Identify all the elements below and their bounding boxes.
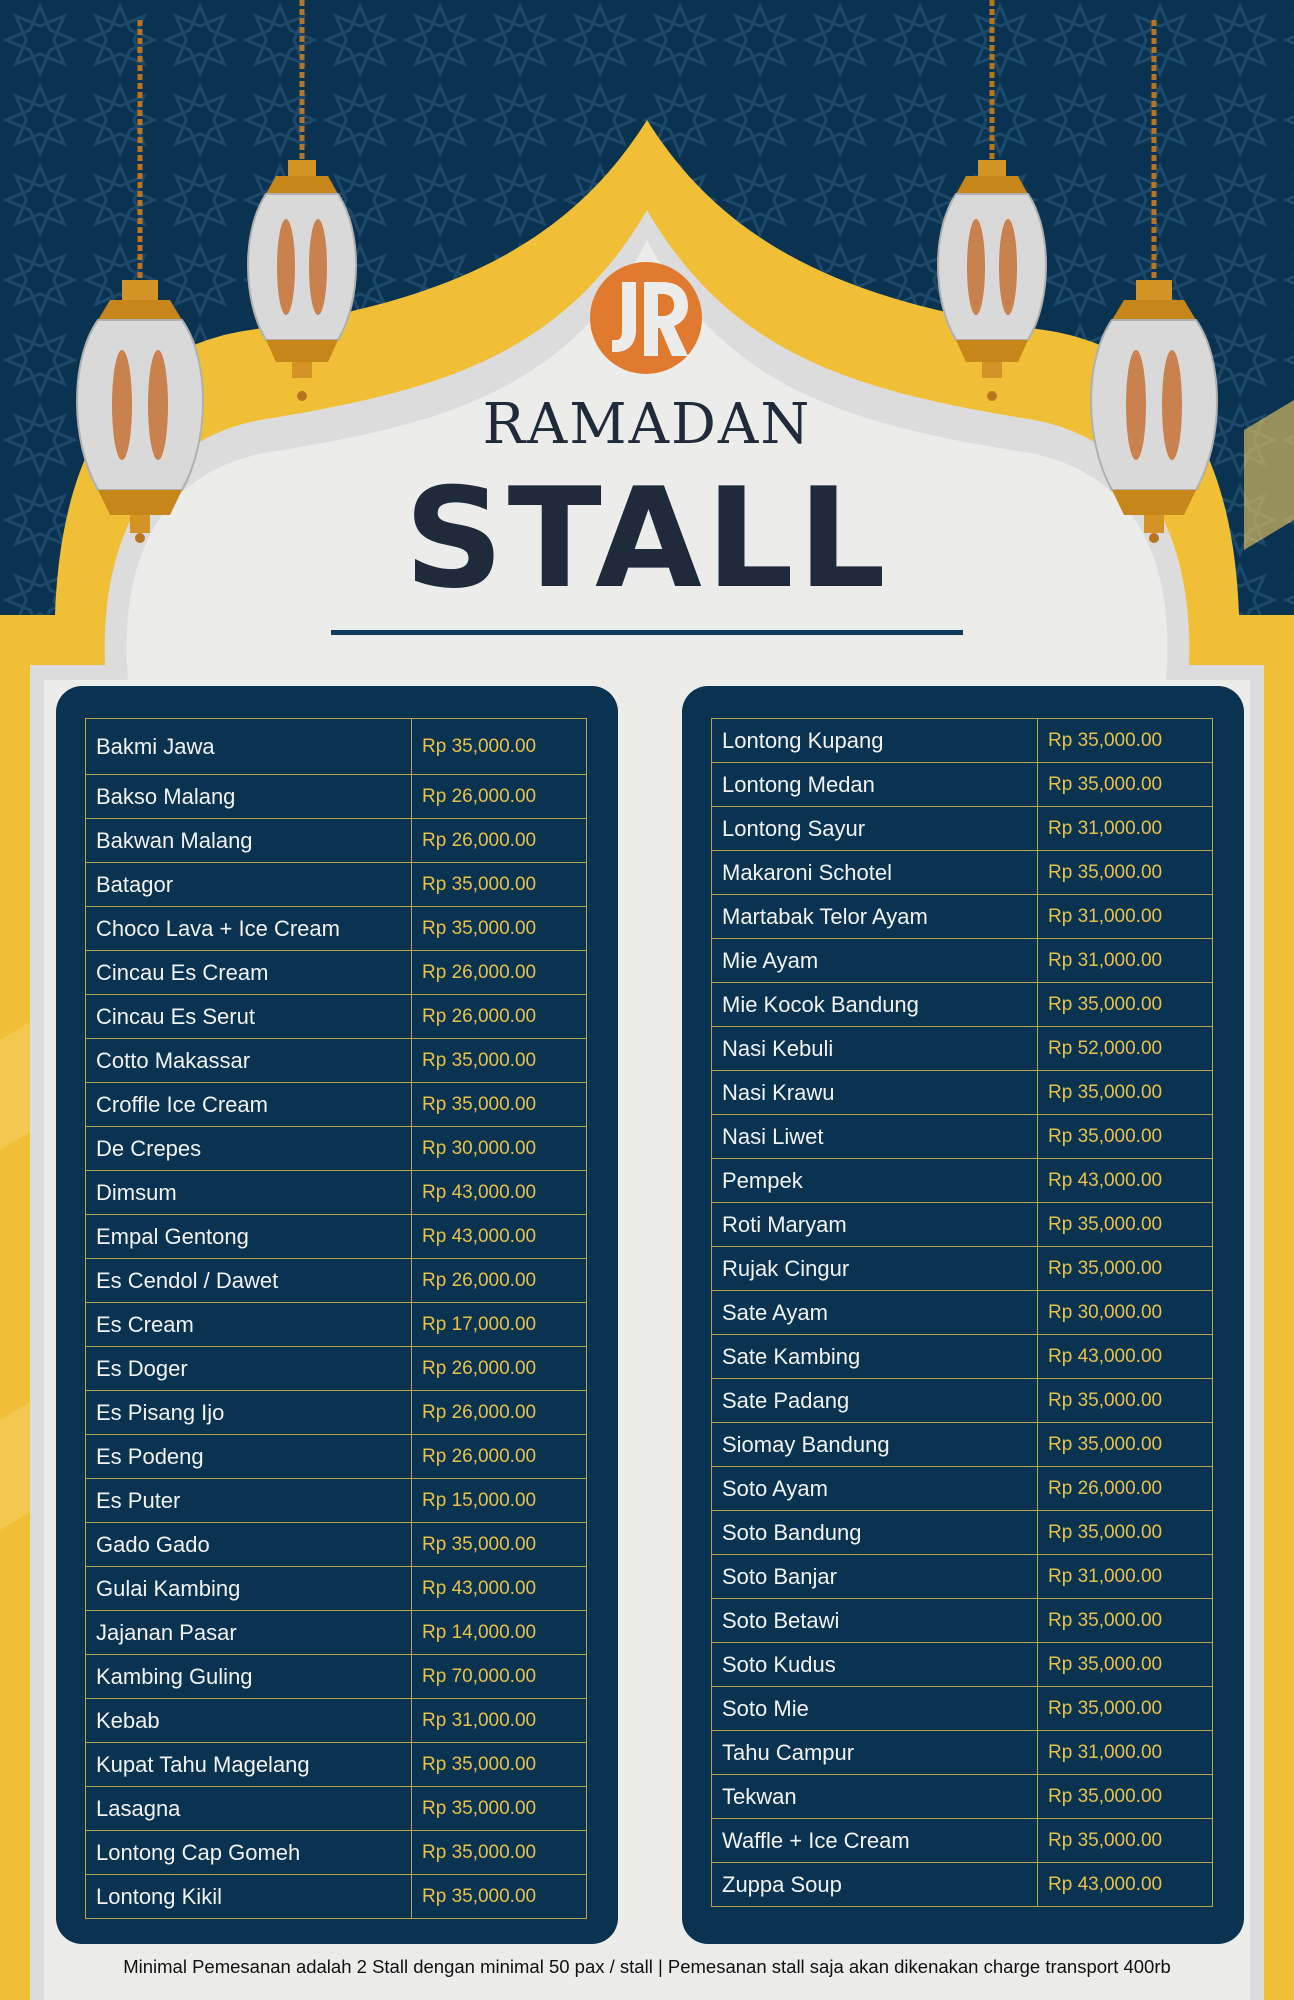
menu-item-price: Rp 35,000.00 [1038,1687,1213,1731]
menu-row [86,995,587,1039]
menu-row [86,907,587,951]
menu-item-name: Soto Bandung [712,1511,1038,1555]
menu-item-name: Kebab [86,1699,412,1743]
footer-note: Minimal Pemesanan adalah 2 Stall dengan minimal 50 pax / stall | Pemesanan stall saja akan dikenakan charge transport 400rb [123,1956,1171,1977]
title-divider [331,630,963,635]
menu-item-price: Rp 52,000.00 [1038,1027,1213,1071]
menu-item-price: Rp 31,000.00 [1038,807,1213,851]
menu-item-price: Rp 35,000.00 [1038,1203,1213,1247]
menu-item-price: Rp 35,000.00 [1038,983,1213,1027]
menu-row [86,1303,587,1347]
menu-item-price: Rp 26,000.00 [412,951,587,995]
menu-row [712,1687,1213,1731]
menu-item-name: Sate Ayam [712,1291,1038,1335]
menu-item-price: Rp 35,000.00 [1038,1115,1213,1159]
menu-item-price: Rp 30,000.00 [1038,1291,1213,1335]
menu-item-name: Rujak Cingur [712,1247,1038,1291]
menu-item-price: Rp 35,000.00 [412,719,587,775]
menu-item-name: Waffle + Ice Cream [712,1819,1038,1863]
menu-row [712,895,1213,939]
menu-row [86,1743,587,1787]
menu-item-price: Rp 43,000.00 [1038,1335,1213,1379]
menu-item-price: Rp 15,000.00 [412,1479,587,1523]
menu-row [712,1643,1213,1687]
menu-item-name: Bakso Malang [86,775,412,819]
menu-item-name: Roti Maryam [712,1203,1038,1247]
menu-item-name: Tekwan [712,1775,1038,1819]
menu-row [86,1831,587,1875]
menu-item-name: Lontong Sayur [712,807,1038,851]
menu-item-name: Siomay Bandung [712,1423,1038,1467]
menu-item-price: Rp 35,000.00 [1038,851,1213,895]
menu-item-name: Sate Kambing [712,1335,1038,1379]
menu-row [86,1391,587,1435]
menu-item-price: Rp 26,000.00 [412,995,587,1039]
menu-item-price: Rp 70,000.00 [412,1655,587,1699]
menu-row [712,1291,1213,1335]
menu-item-name: Empal Gentong [86,1215,412,1259]
menu-item-price: Rp 26,000.00 [412,819,587,863]
menu-row [712,1423,1213,1467]
menu-item-price: Rp 30,000.00 [412,1127,587,1171]
menu-item-name: Dimsum [86,1171,412,1215]
menu-item-price: Rp 17,000.00 [412,1303,587,1347]
menu-item-price: Rp 31,000.00 [412,1699,587,1743]
menu-row [712,1599,1213,1643]
menu-item-name: Soto Kudus [712,1643,1038,1687]
menu-item-name: Es Pisang Ijo [86,1391,412,1435]
title-ramadan: RAMADAN [482,392,812,457]
menu-row [712,1027,1213,1071]
menu-item-name: Jajanan Pasar [86,1611,412,1655]
menu-row [86,1435,587,1479]
menu-item-price: Rp 43,000.00 [412,1567,587,1611]
menu-item-name: Soto Mie [712,1687,1038,1731]
menu-item-name: Es Cendol / Dawet [86,1259,412,1303]
menu-table-left [85,718,587,1919]
menu-item-price: Rp 35,000.00 [1038,1423,1213,1467]
menu-item-name: Kambing Guling [86,1655,412,1699]
menu-item-price: Rp 31,000.00 [1038,939,1213,983]
menu-item-price: Rp 26,000.00 [1038,1467,1213,1511]
menu-item-name: Pempek [712,1159,1038,1203]
menu-row [712,1115,1213,1159]
menu-item-name: Nasi Krawu [712,1071,1038,1115]
menu-item-name: Es Cream [86,1303,412,1347]
menu-row [86,951,587,995]
menu-item-price: Rp 35,000.00 [1038,1819,1213,1863]
menu-row [712,1335,1213,1379]
menu-row [712,983,1213,1027]
menu-table-right [711,718,1213,1907]
menu-row [712,1159,1213,1203]
menu-row [86,1699,587,1743]
menu-item-price: Rp 35,000.00 [1038,1599,1213,1643]
menu-item-name: Gulai Kambing [86,1567,412,1611]
menu-item-price: Rp 35,000.00 [1038,1247,1213,1291]
menu-row [712,1775,1213,1819]
menu-item-name: Cincau Es Cream [86,951,412,995]
menu-row [712,1731,1213,1775]
lantern-icon [242,0,362,410]
menu-item-name: Lontong Kupang [712,719,1038,763]
menu-item-name: Bakwan Malang [86,819,412,863]
menu-item-price: Rp 35,000.00 [1038,763,1213,807]
menu-row [712,719,1213,763]
menu-row [86,719,587,775]
menu-row [712,763,1213,807]
menu-item-price: Rp 31,000.00 [1038,1555,1213,1599]
menu-row [712,1863,1213,1907]
menu-row [712,1247,1213,1291]
menu-item-price: Rp 43,000.00 [412,1171,587,1215]
menu-row [86,775,587,819]
menu-item-name: Batagor [86,863,412,907]
menu-item-name: Cotto Makassar [86,1039,412,1083]
menu-row [86,1787,587,1831]
menu-item-price: Rp 35,000.00 [1038,1071,1213,1115]
menu-item-name: Es Doger [86,1347,412,1391]
lantern-icon [932,0,1052,410]
menu-item-price: Rp 43,000.00 [412,1215,587,1259]
menu-row [86,1039,587,1083]
menu-row [86,1347,587,1391]
menu-row [712,1071,1213,1115]
menu-item-name: Mie Kocok Bandung [712,983,1038,1027]
menu-item-price: Rp 43,000.00 [1038,1159,1213,1203]
menu-item-name: Sate Padang [712,1379,1038,1423]
menu-item-price: Rp 35,000.00 [412,1039,587,1083]
menu-row [86,1611,587,1655]
title-stall: STALL [404,458,890,619]
menu-item-name: Makaroni Schotel [712,851,1038,895]
menu-item-name: Mie Ayam [712,939,1038,983]
menu-item-price: Rp 35,000.00 [412,1787,587,1831]
menu-item-price: Rp 35,000.00 [412,1743,587,1787]
menu-item-name: Es Puter [86,1479,412,1523]
menu-row [712,1511,1213,1555]
menu-item-name: Kupat Tahu Magelang [86,1743,412,1787]
menu-item-price: Rp 35,000.00 [412,1831,587,1875]
menu-item-name: Cincau Es Serut [86,995,412,1039]
menu-item-name: Croffle Ice Cream [86,1083,412,1127]
menu-item-price: Rp 35,000.00 [1038,1379,1213,1423]
menu-item-price: Rp 35,000.00 [412,1083,587,1127]
menu-item-price: Rp 35,000.00 [412,1875,587,1919]
menu-row [712,807,1213,851]
menu-item-name: Lasagna [86,1787,412,1831]
menu-item-name: Lontong Cap Gomeh [86,1831,412,1875]
menu-item-price: Rp 35,000.00 [1038,1775,1213,1819]
menu-item-name: Martabak Telor Ayam [712,895,1038,939]
menu-row [712,939,1213,983]
menu-item-price: Rp 35,000.00 [412,907,587,951]
menu-item-name: De Crepes [86,1127,412,1171]
menu-row [86,1259,587,1303]
menu-item-name: Nasi Liwet [712,1115,1038,1159]
brand-logo [588,260,704,376]
menu-item-price: Rp 43,000.00 [1038,1863,1213,1907]
menu-item-price: Rp 31,000.00 [1038,895,1213,939]
menu-row [712,1467,1213,1511]
menu-item-name: Soto Ayam [712,1467,1038,1511]
menu-row [86,1567,587,1611]
menu-item-name: Lontong Medan [712,763,1038,807]
menu-row [86,863,587,907]
menu-row [86,1875,587,1919]
menu-item-name: Soto Banjar [712,1555,1038,1599]
menu-row [712,1819,1213,1863]
menu-item-price: Rp 35,000.00 [412,863,587,907]
menu-item-name: Nasi Kebuli [712,1027,1038,1071]
menu-row [86,1479,587,1523]
menu-row [712,851,1213,895]
menu-row [86,819,587,863]
menu-item-price: Rp 26,000.00 [412,1347,587,1391]
menu-item-price: Rp 26,000.00 [412,775,587,819]
menu-item-price: Rp 35,000.00 [1038,719,1213,763]
menu-item-price: Rp 14,000.00 [412,1611,587,1655]
menu-item-name: Bakmi Jawa [86,719,412,775]
menu-item-name: Tahu Campur [712,1731,1038,1775]
menu-row [712,1555,1213,1599]
menu-row [712,1379,1213,1423]
menu-item-name: Es Podeng [86,1435,412,1479]
menu-row [712,1203,1213,1247]
menu-row [86,1083,587,1127]
menu-item-name: Gado Gado [86,1523,412,1567]
menu-item-name: Zuppa Soup [712,1863,1038,1907]
menu-item-price: Rp 35,000.00 [1038,1643,1213,1687]
menu-item-price: Rp 26,000.00 [412,1259,587,1303]
menu-row [86,1127,587,1171]
menu-item-price: Rp 35,000.00 [1038,1511,1213,1555]
menu-row [86,1523,587,1567]
menu-item-price: Rp 31,000.00 [1038,1731,1213,1775]
menu-item-name: Soto Betawi [712,1599,1038,1643]
menu-item-name: Choco Lava + Ice Cream [86,907,412,951]
menu-item-name: Lontong Kikil [86,1875,412,1919]
menu-item-price: Rp 26,000.00 [412,1391,587,1435]
menu-row [86,1215,587,1259]
menu-item-price: Rp 35,000.00 [412,1523,587,1567]
menu-item-price: Rp 26,000.00 [412,1435,587,1479]
menu-row [86,1171,587,1215]
menu-row [86,1655,587,1699]
